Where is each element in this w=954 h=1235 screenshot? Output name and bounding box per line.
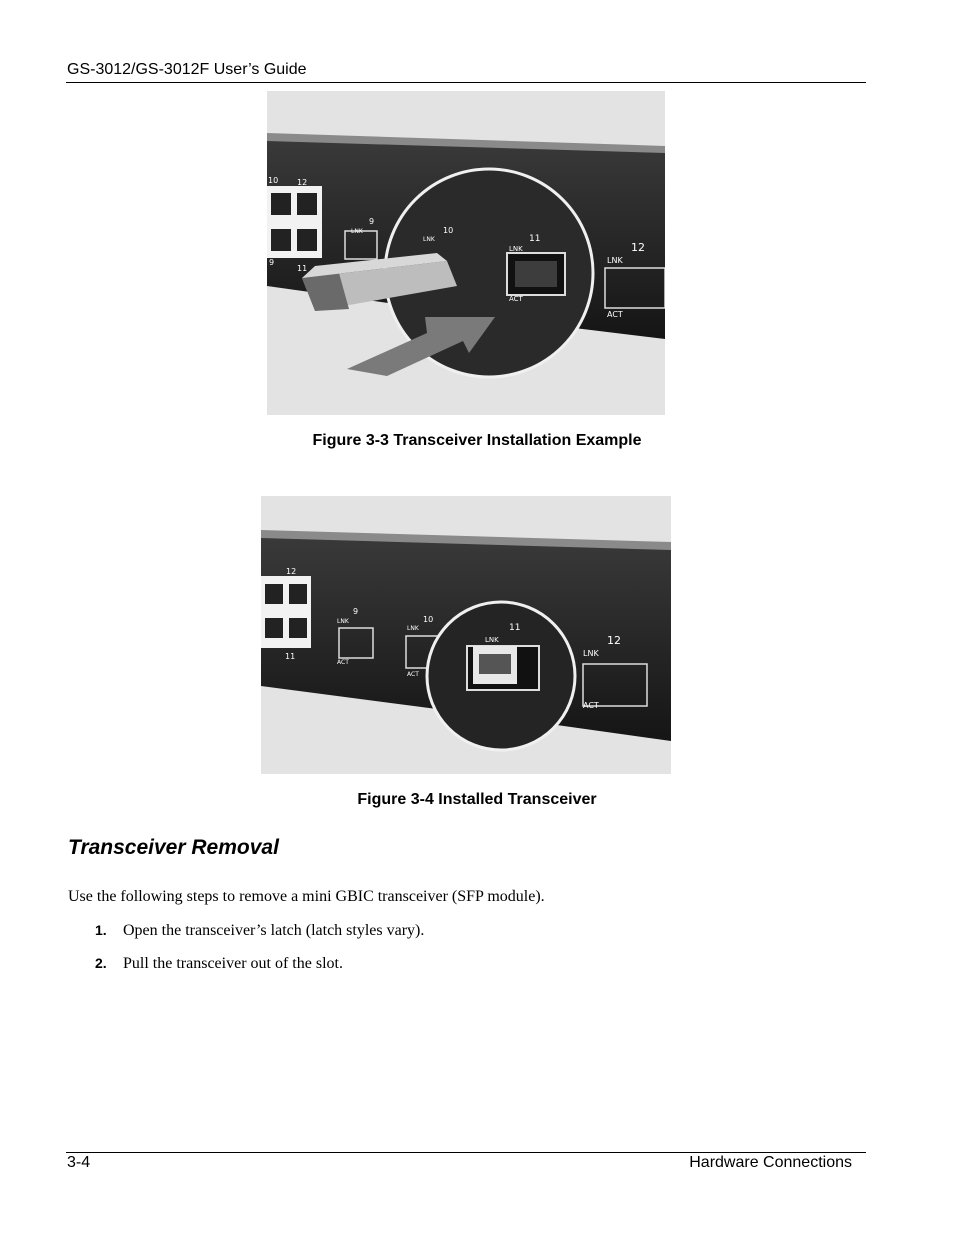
footer-rule (66, 1152, 866, 1153)
header-rule (66, 82, 866, 83)
step-text: Pull the transceiver out of the slot. (123, 955, 343, 972)
led-label: ACT (583, 701, 599, 710)
list-item (95, 955, 343, 973)
port-label: 12 (607, 634, 621, 647)
led-label: ACT (407, 671, 419, 678)
led-label: ACT (337, 659, 349, 666)
chapter-title: Hardware Connections (689, 1154, 852, 1171)
port-label: 9 (269, 258, 275, 267)
led-label: LNK (485, 636, 499, 644)
led-label: ACT (607, 310, 623, 319)
led-label: LNK (351, 228, 363, 235)
port-label: 10 (268, 176, 279, 185)
step-number: 1. (95, 922, 107, 938)
port-label: 11 (509, 623, 521, 633)
figure-installed-transceiver (261, 496, 671, 774)
port-label: 12 (297, 178, 308, 187)
led-label: LNK (583, 649, 599, 658)
led-label: LNK (407, 625, 419, 632)
page-number: 3-4 (67, 1154, 91, 1171)
section-heading: Transceiver Removal (68, 836, 279, 859)
led-label: ACT (509, 295, 523, 303)
figure-caption: Figure 3-3 Transceiver Installation Example (312, 432, 642, 449)
port-label: 9 (369, 217, 375, 226)
led-label: LNK (607, 256, 623, 265)
port-label: 12 (631, 241, 645, 254)
figure-caption: Figure 3-4 Installed Transceiver (357, 791, 597, 808)
list-item (95, 922, 424, 940)
port-label: 11 (529, 234, 541, 244)
step-text: Open the transceiver’s latch (latch styles vary). (123, 922, 425, 939)
port-label: 10 (443, 226, 454, 235)
port-label: 12 (286, 567, 297, 576)
step-number: 2. (95, 955, 107, 971)
led-label: LNK (337, 618, 349, 625)
running-header: GS-3012/GS-3012F User’s Guide (67, 61, 307, 78)
port-label: 10 (423, 615, 434, 624)
intro-paragraph: Use the following steps to remove a mini GBIC transceiver (SFP module). (68, 888, 545, 905)
port-label: 11 (297, 264, 308, 273)
port-label: 11 (285, 652, 296, 661)
led-label: LNK (509, 245, 523, 253)
led-label: LNK (423, 236, 435, 243)
figure-transceiver-installation (267, 91, 665, 415)
port-label: 9 (353, 607, 359, 616)
